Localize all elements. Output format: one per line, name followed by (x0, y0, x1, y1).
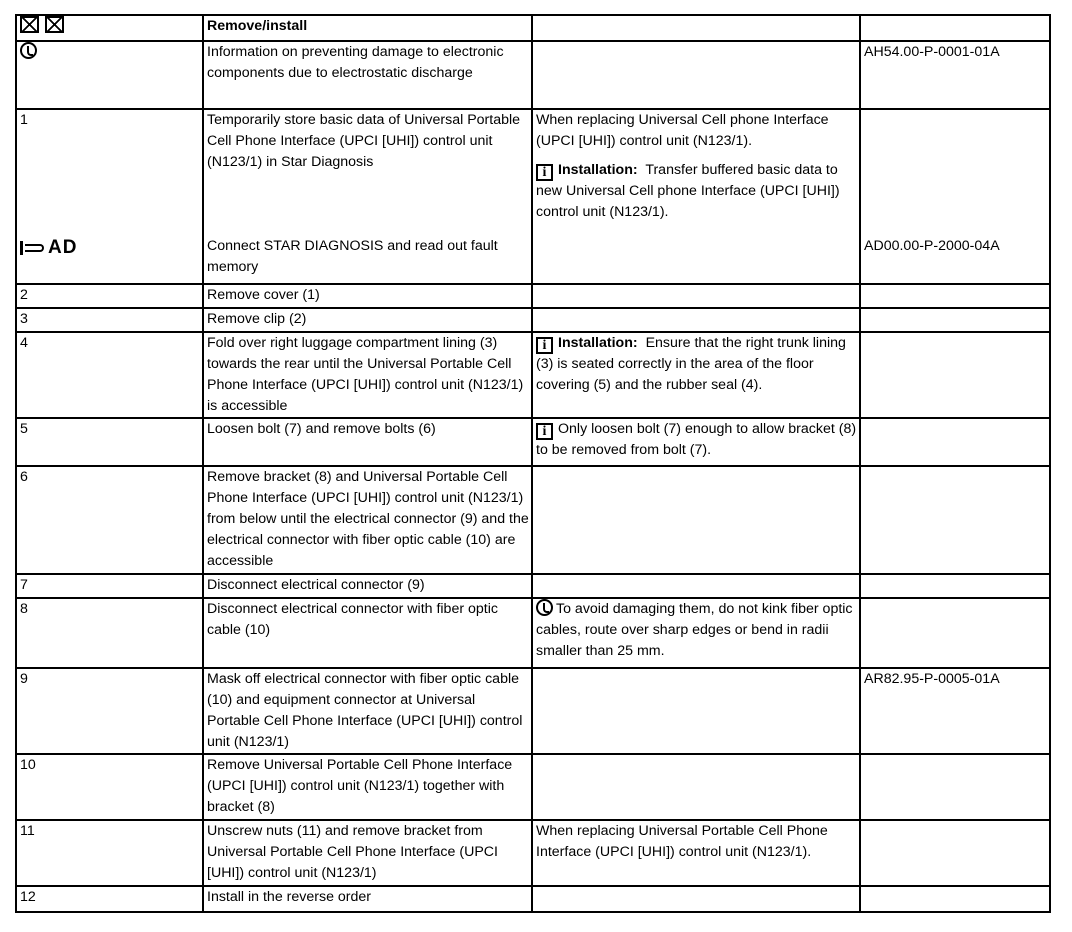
step-number: 3 (16, 308, 203, 332)
instruction-cell: Mask off electrical connector with fiber optic cable (10) and equipment connector at Universal Portable Cell Phone Interface (UPCI [UHI]) control unit (N123/1) (203, 668, 532, 754)
step-number: 6 (16, 466, 203, 574)
step-number: 11 (16, 820, 203, 886)
instruction-cell: Disconnect electrical connector with fiber optic cable (10) (203, 598, 532, 668)
step-number: 5 (16, 418, 203, 466)
diagnosis-icon (20, 237, 77, 258)
header-icons-cell (16, 15, 203, 41)
ref-cell (860, 109, 1050, 284)
ref-cell (860, 332, 1050, 418)
note-cell (532, 308, 860, 332)
ref-cell (860, 308, 1050, 332)
installation-note (536, 160, 857, 223)
instruction-cell: Disconnect electrical connector (9) (203, 574, 532, 598)
note-text: To avoid damaging them, do not kink fiber optic cables, route over sharp edges or bend in radii smaller than 25 mm. (536, 601, 853, 659)
step-number: 1 (20, 112, 28, 128)
instruction-cell (203, 109, 532, 284)
table-row (16, 284, 1050, 308)
step-number: 2 (16, 284, 203, 308)
table-row (16, 332, 1050, 418)
step-cell (16, 41, 203, 109)
header-note-cell (532, 15, 860, 41)
ref-cell (860, 284, 1050, 308)
note-cell (532, 668, 860, 754)
instruction-cell: Fold over right luggage compartment lining (3) towards the rear until the Universal Portable Cell Phone Interface (UPCI [UHI]) control unit (N123/1) is accessible (203, 332, 532, 418)
note-cell (532, 109, 860, 284)
instruction-cell: Install in the reverse order (203, 886, 532, 912)
ref-cell (860, 754, 1050, 820)
reference-link[interactable]: AR82.95-P-0005-01A (860, 668, 1050, 754)
ref-cell (860, 820, 1050, 886)
step-number: 9 (16, 668, 203, 754)
ref-cell (860, 418, 1050, 466)
step-number: 7 (16, 574, 203, 598)
instruction-cell: Remove cover (1) (203, 284, 532, 308)
table-row (16, 418, 1050, 466)
note-cell (532, 574, 860, 598)
instruction-cell: Remove bracket (8) and Universal Portable Cell Phone Interface (UPCI [UHI]) control unit (N123/1) from below until the electrical connector (9) and the electrical connector with fiber optic cable (10) are accessible (203, 466, 532, 574)
table-row (16, 886, 1050, 912)
instruction-cell: Information on preventing damage to electronic components due to electrostatic discharge (203, 41, 532, 109)
ref-cell (860, 466, 1050, 574)
note-cell: When replacing Universal Portable Cell Phone Interface (UPCI [UHI]) control unit (N123/1). (532, 820, 860, 886)
esd-warning-icon (20, 42, 37, 59)
diagnosis-icon-label: AD (48, 237, 78, 258)
reference-link[interactable]: AH54.00-P-0001-01A (860, 41, 1050, 109)
table-row (16, 574, 1050, 598)
procedure-table (15, 14, 1051, 913)
table-row (16, 109, 1050, 284)
table-header-row (16, 15, 1050, 41)
info-icon: i (536, 164, 553, 181)
installation-text: Transfer buffered basic data to new Universal Cell phone Interface (UPCI [UHI]) control unit (N123/1). (536, 162, 840, 220)
header-title: Remove/install (203, 15, 532, 41)
ref-cell (860, 886, 1050, 912)
info-icon: i (536, 423, 553, 440)
grid-icon (20, 16, 39, 33)
step-cell (16, 109, 203, 284)
note-cell (532, 332, 860, 418)
pointing-hand-icon (20, 241, 46, 255)
ref-cell (860, 598, 1050, 668)
reference-link[interactable]: AD00.00-P-2000-04A (864, 238, 1000, 254)
step-number: 12 (16, 886, 203, 912)
table-row (16, 41, 1050, 109)
table-row (16, 466, 1050, 574)
step-number: 8 (16, 598, 203, 668)
table-row (16, 308, 1050, 332)
grid-icon (45, 16, 64, 33)
info-icon: i (536, 337, 553, 354)
note-cell (532, 418, 860, 466)
note-cell (532, 754, 860, 820)
note-text: When replacing Universal Cell phone Interface (UPCI [UHI]) control unit (N123/1). (536, 112, 829, 149)
header-ref-cell (860, 15, 1050, 41)
installation-label: Installation: (558, 335, 638, 351)
step-number: 10 (16, 754, 203, 820)
note-cell (532, 466, 860, 574)
instruction-text: Temporarily store basic data of Universal Portable Cell Phone Interface (UPCI [UHI]) control unit (N123/1) in Star Diagnosis (207, 112, 521, 170)
instruction-cell: Unscrew nuts (11) and remove bracket from Universal Portable Cell Phone Interface (UPCI [UHI]) control unit (N123/1) (203, 820, 532, 886)
table-row (16, 668, 1050, 754)
table-row (16, 820, 1050, 886)
step-number: 4 (16, 332, 203, 418)
sub-instruction-text: Connect STAR DIAGNOSIS and read out fault memory (207, 238, 498, 275)
procedure-document (15, 14, 1049, 913)
table-row (16, 754, 1050, 820)
instruction-cell: Remove clip (2) (203, 308, 532, 332)
note-text: Ensure that the right trunk lining (3) is seated correctly in the area of the floor covering (5) and the rubber seal (4). (536, 335, 846, 393)
esd-warning-icon (536, 599, 553, 616)
instruction-cell: Remove Universal Portable Cell Phone Interface (UPCI [UHI]) control unit (N123/1) together with bracket (8) (203, 754, 532, 820)
table-row (16, 598, 1050, 668)
note-cell (532, 284, 860, 308)
instruction-cell: Loosen bolt (7) and remove bolts (6) (203, 418, 532, 466)
note-cell (532, 598, 860, 668)
note-text: Only loosen bolt (7) enough to allow bracket (8) to be removed from bolt (7). (536, 421, 857, 458)
note-cell (532, 886, 860, 912)
installation-label: Installation: (558, 162, 638, 178)
note-cell (532, 41, 860, 109)
ref-cell (860, 574, 1050, 598)
